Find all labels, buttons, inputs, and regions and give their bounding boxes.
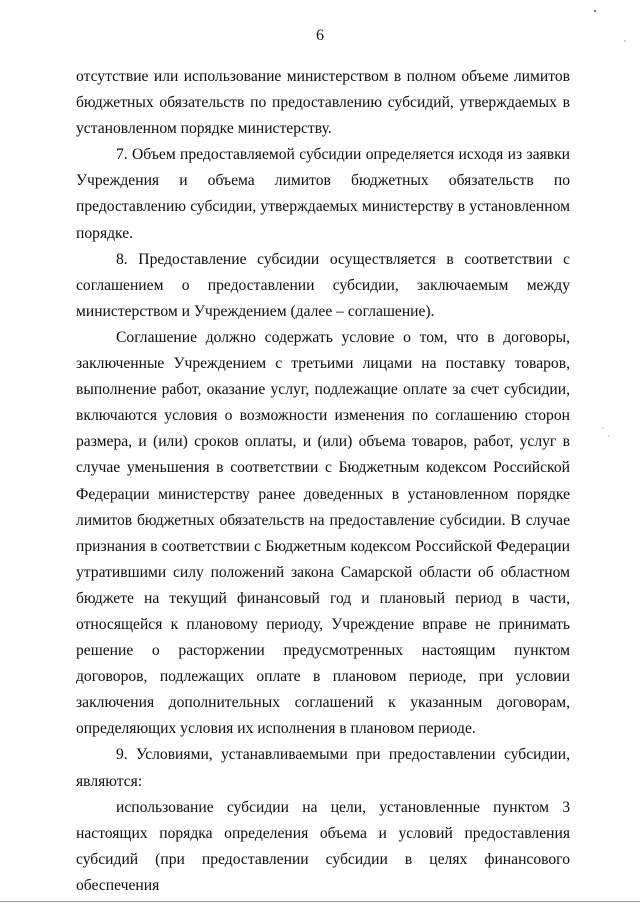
scan-speck	[602, 427, 603, 428]
paragraph-7-subsidy-volume: 7. Объем предоставляемой субсидии определяется исходя из заявки Учреждения и объема лимитов бюджетных обязательств по предоставлению субсидии, утверждаемых министерству в установленном порядке.	[76, 146, 570, 242]
paragraph-8-agreement: 8. Предоставление субсидии осуществляется в соответствии с соглашением о предоставлении субсидии, заключаемым между министерством и Учреждением (далее – соглашение).	[76, 250, 570, 320]
paragraph-subsidy-usage: использование субсидии на цели, установленные пунктом 3 настоящих порядка определения объема и условий предоставления субсидий (при предоставлении субсидии в целях финансового обеспечения	[76, 798, 570, 894]
scan-bottom-edge	[0, 901, 640, 902]
paragraph-limits-continuation: отсутствие или использование министерством в полном объеме лимитов бюджетных обязательств по предоставлению субсидий, утверждаемых в установленном порядке министерству.	[76, 68, 570, 138]
scan-speck	[608, 435, 609, 436]
paragraph-9-conditions: 9. Условиями, устанавливаемыми при предоставлении субсидии, являются:	[76, 746, 570, 790]
scan-speck	[594, 10, 596, 12]
paragraph-agreement-conditions: Соглашение должно содержать условие о том, что в договоры, заключенные Учреждением с третьими лицами на поставку товаров, выполнение работ, оказание услуг, подлежащие оплате за счет субсидии, включаются условия о возможности изменения по соглашению сторон размера, и (или) сроков оплаты, и (или) объема товаров, работ, услуг в случае уменьшения в соответствии с Бюджетным кодексом Российской Федерации министерству ранее доведенных в установленном порядке лимитов бюджетных обязательств на предоставление субсидии. В случае признания в соответствии с Бюджетным кодексом Российской Федерации утратившими силу положений закона Самарской области об областном бюджете на текущий финансовый год и плановый период в части, относящейся к плановому периоду, Учреждение вправе не принимать решение о расторжении предусмотренных настоящим пунктом договоров, подлежащих оплате в плановом периоде, при условии заключения дополнительных соглашений к указанным договорам, определяющих условия их исполнения в плановом периоде.	[76, 328, 570, 738]
document-body	[76, 64, 570, 899]
page-number: 6	[316, 27, 324, 44]
